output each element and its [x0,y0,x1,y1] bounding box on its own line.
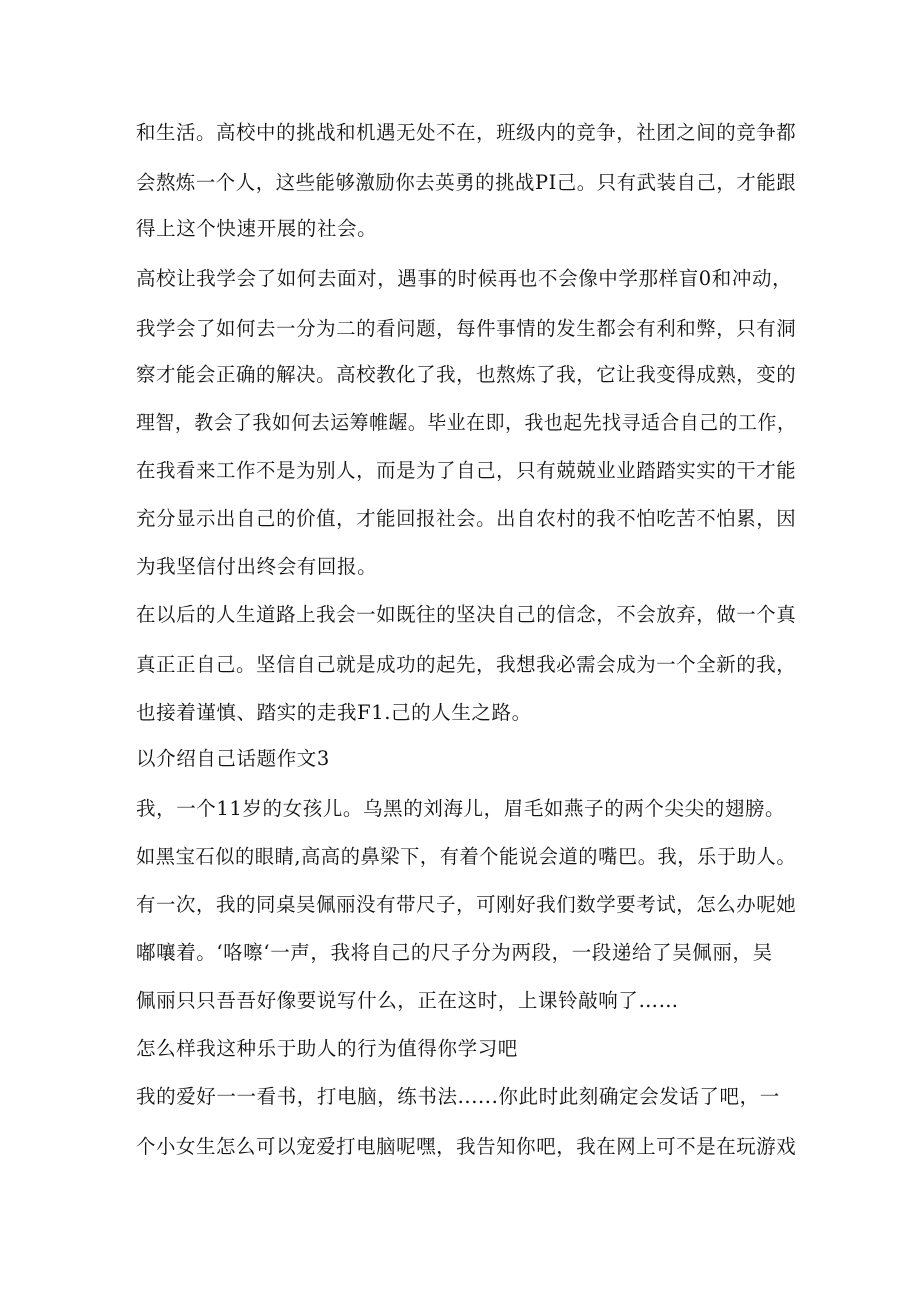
text-line: 个小女生怎么可以宠爱打电脑呢嘿，我告知你吧，我在网上可不是在玩游戏 [136,1135,797,1158]
text-line: 如黑宝石似的眼睛,高高的鼻梁下，有着个能说会道的嘴巴。我，乐于助人。 [136,845,797,868]
text-line: 充分显示出自己的价值，才能回报社会。出自农村的我不怕吃苦不怕累，因 [136,507,797,530]
text-line: 在以后的人生道路上我会一如既往的坚决自己的信念，不会放弃，做一个真 [136,603,797,626]
text-line: 理智，教会了我如何去运筹帷龌。毕业在即，我也起先找寻适合自己的工作， [136,411,797,434]
section-heading: 以介绍自己话题作文3 [136,747,330,770]
text-line: 和生活。高校中的挑战和机遇无处不在，班级内的竞争，社团之间的竞争都 [136,121,797,144]
text-line: 我学会了如何去一分为二的看问题，每件事情的发生都会有利和弊，只有洞 [136,317,797,340]
text-line: 嘟嚷着。‘咯嚓‘一声，我将自己的尺子分为两段，一段递给了吴佩丽，吴 [136,941,773,964]
text-line: 察才能会正确的解决。高校教化了我，也熬炼了我，它让我变得成熟，变的 [136,363,797,386]
text-line: 佩丽只只吾吾好像要说写什么，正在这时，上课铃敲响了…… [136,989,679,1012]
text-line: 得上这个快速开展的社会。 [136,217,378,240]
text-line: 会熬炼一个人，这些能够激励你去英勇的挑战PI己。只有武装自己，才能跟 [136,171,797,194]
text-line: 也接着谨慎、踏实的走我F1.己的人生之路。 [136,701,532,724]
text-line: 我，一个11岁的女孩儿。乌黑的刘海儿，眉毛如燕子的两个尖尖的翅膀。 [136,797,786,820]
text-line: 为我坚信付出终会有回报。 [136,555,378,578]
text-line: 真正正自己。坚信自己就是成功的起先，我想我必需会成为一个全新的我， [136,653,797,676]
text-line: 在我看来工作不是为别人，而是为了自己，只有兢兢业业踏踏实实的干才能 [136,459,797,482]
text-line: 怎么样我这种乐于助人的行为值得你学习吧 [136,1037,518,1060]
text-line: 高校让我学会了如何去面对，遇事的时候再也不会像中学那样盲0和冲动， [136,267,793,290]
text-line: 有一次，我的同桌吴佩丽没有带尺子，可刚好我们数学要考试，怎么办呢她 [136,893,797,916]
text-line: 我的爱好一一看书，打电脑，练书法......你此时此刻确定会发话了吧，一 [136,1085,780,1108]
